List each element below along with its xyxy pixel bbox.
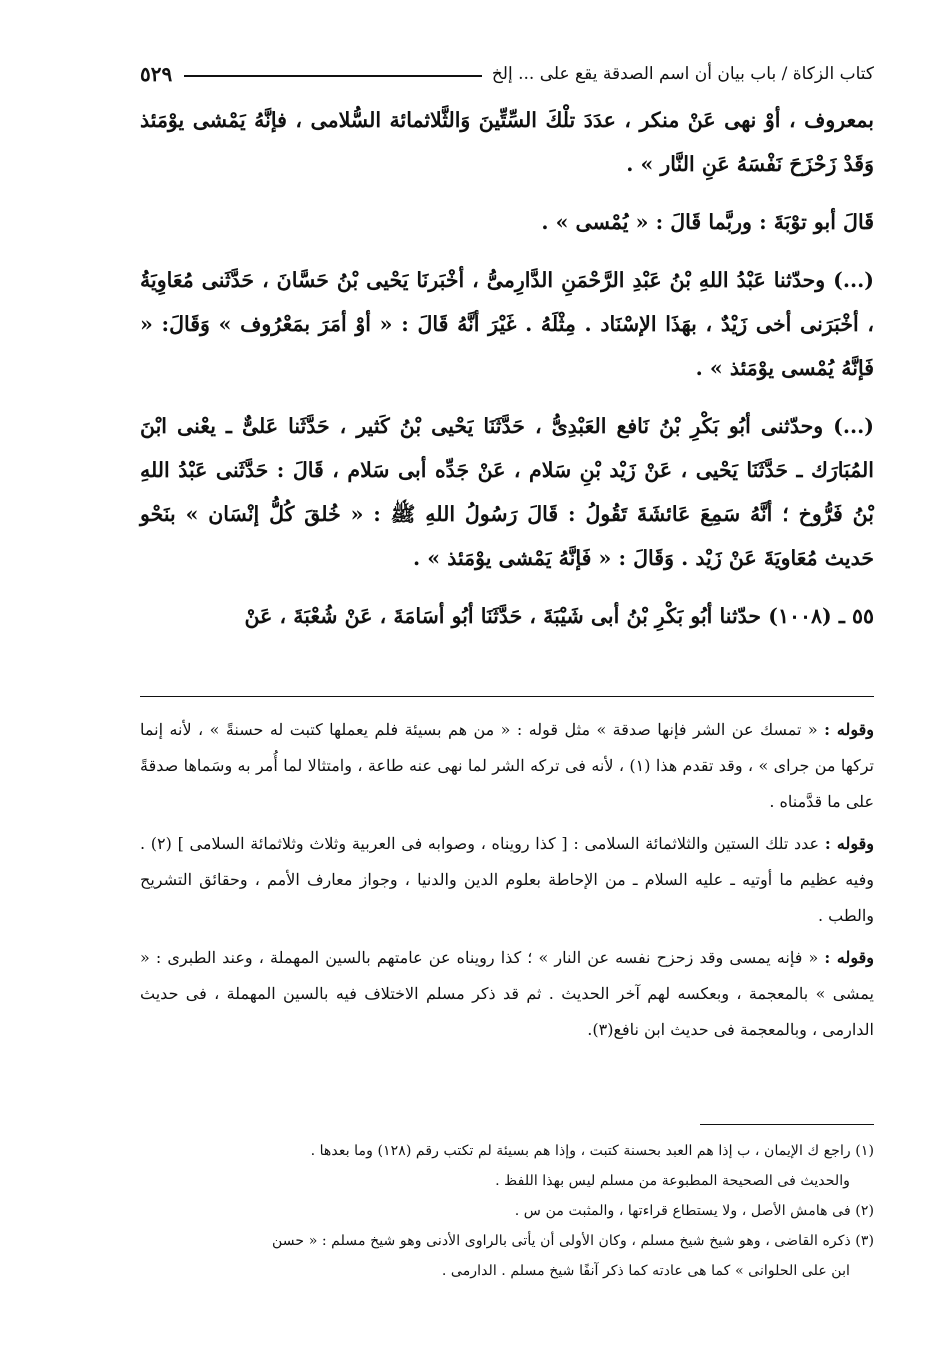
footnote-line: (٣) ذكره القاضى ، وهو شيخ شيخ مسلم ، وكان الأولى أن يأتى بالراوى الأدنى وهو شيخ مسلم : « حسن [271, 1233, 874, 1249]
footnote-line: (٢) فى هامش الأصل ، ولا يستطاع قراءتها ، والمثبت من س . [514, 1203, 874, 1219]
commentary-text: عدد تلك الستين والثلاثمائة السلامى : [ كذا رويناه ، وصوابه فى العربية وثلاث وثلاثمائة السلامى ] (٢) . وفيه عظيم ما أوتيه ـ عليه السلام ـ من الإحاطة بعلوم الدين والدنيا ، وجواز معارف الأمم ، وحقائق التشريح والطب . [140, 834, 874, 925]
footnote-line: (١) راجع ك الإيمان ، ب إذا هم العبد بحسنة كتبت ، وإذا هم بسيئة لم تكتب رقم (١٢٨) وما بعدها . [310, 1143, 874, 1159]
header-rule [184, 75, 482, 77]
commentary-section [140, 712, 874, 1054]
running-header [140, 56, 874, 92]
hadith-text [140, 98, 874, 638]
footnote-line: والحديث فى الصحيحة المطبوعة من مسلم ليس بهذا اللفظ . [495, 1173, 850, 1189]
page-number: ٥٢٩ [140, 62, 173, 86]
footnote-line: ابن على الحلوانى » كما هى عادته كما ذكر آنفًا شيخ مسلم . الدارمى . [441, 1263, 850, 1279]
footnotes [140, 1136, 874, 1286]
commentary-text: « تمسك عن الشر فإنها صدقة » مثل قوله : « من هم بسيئة فلم يعملها كتبت له حسنةً » ، لأنه إنما تركها من جراى » ، وقد تقدم هذا (١) ، لأنه فى تركه الشر لما نهى عنه طاعة ، وامتثالا لما أُمر به وسَماها صدقةً على ما قدَّمناه . [140, 720, 875, 811]
main-paragraph-4: (...) وحدّثنى أبُو بَكْرِ بْنُ نَافع العَبْدِىُّ ، حَدَّثَنَا يَحْيى بْنُ كَثير ، حَدَّثَنا عَلىٌّ ـ يعْنى ابْنَ المُبَارَك ـ حَدَّثَنَا يَحْيى ، عَنْ زَيْد بْنِ سَلام ، عَنْ جَدِّه أبى سَلام ، قَالَ : حَدَّثَنى عَبْدُ اللهِ بْنُ فَرُّوخ ؛ أنَّهُ سَمِعَ عَائشَةَ تَقُولُ : قَالَ رَسُولُ اللهِ ﷺ : « خُلقَ كُلُّ إنْسَان » بنَحْو حَديث مُعَاويَةَ عَنْ زَيْد . وَقَالَ : « فَإنَّهُ يَمْشى يوْمَئذ » . [140, 414, 874, 570]
commentary-lead: وقوله : [824, 720, 874, 739]
main-paragraph-5: ٥٥ ـ (١٠٠٨) حدّثنا أبُو بَكْرِ بْنُ أبى شَيْبَةَ ، حَدَّثَنَا أبُو أسَامَةَ ، عَنْ شُعْبَةَ ، عَنْ [244, 604, 874, 628]
main-paragraph-3: (...) وحدّثنا عَبْدُ اللهِ بْنُ عَبْدِ الرَّحْمَنِ الدَّارِمىُّ ، أخْبَرنَا يَحْيى بْنُ حَسَّانَ ، حَدَّثَنى مُعَاوِيَةُ ، أخْبَرَنى أخى زَيْدٌ ، بهَذَا الإسْنَاد . مِثْلَهُ . غَيْرَ أنَّهُ قَالَ : « أوْ أمَرَ بمَعْرُوف » وَقَالَ: « فَإنَّهُ يُمْسى يوْمَئذ » . [140, 268, 874, 380]
main-paragraph-1: بمعروف ، أوْ نهى عَنْ منكر ، عدَدَ تلْكَ السِّتِّينَ وَالثَّلاثمائة السُّلامى ، فإنَّهُ يَمْشى يوْمَئذ وَقَدْ زَحْزَحَ نَفْسَهُ عَنِ النَّار » . [140, 108, 874, 176]
commentary-paragraph-3 [140, 940, 874, 1048]
footnote-divider [700, 1124, 874, 1125]
commentary-paragraph-2 [140, 826, 874, 934]
text-divider [140, 696, 874, 697]
header-title: كتاب الزكاة / باب بيان أن اسم الصدقة يقع على ... إلخ [491, 64, 874, 84]
commentary-text: « فإنه يمسى وقد زحزح نفسه عن النار » ؛ كذا رويناه عن عامتهم بالسين المهملة ، وعند الطبرى : « يمشى » بالمعجمة ، وبعكسه لهم آخر الحديث . ثم قد ذكر مسلم الاختلاف فيه بالسين المهملة ، فى حديث الدارمى ، وبالمعجمة فى حديث ابن نافع(٣). [140, 948, 874, 1039]
commentary-lead: وقوله : [824, 948, 875, 967]
commentary-lead: وقوله : [824, 834, 875, 853]
main-paragraph-2: قَالَ أبو توْبَةَ : وربَّما قَالَ : « يُمْسى » . [541, 210, 874, 234]
commentary-paragraph-1 [140, 712, 874, 820]
